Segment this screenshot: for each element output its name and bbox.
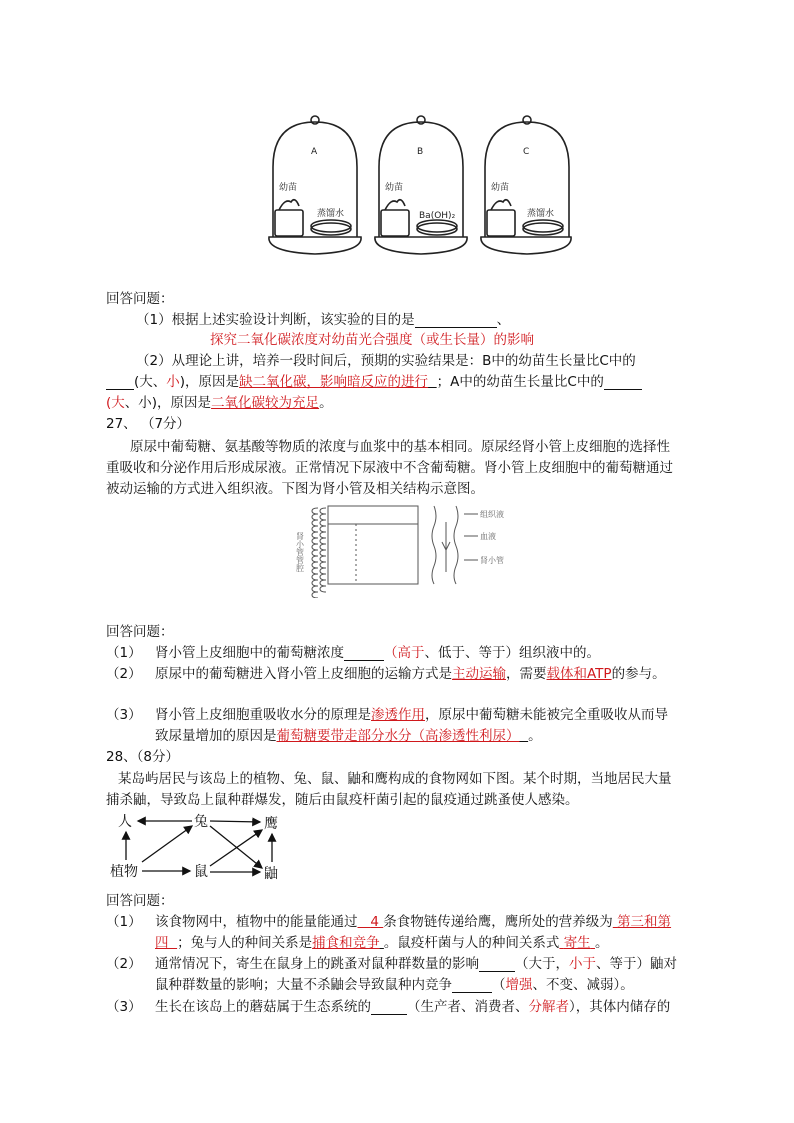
q28-item2-line1 <box>155 952 677 972</box>
jar-c-letter: C <box>523 147 530 157</box>
q27-text: 致尿量增加的原因是 <box>155 728 277 744</box>
q28-num2: （2） <box>106 956 142 972</box>
arrow-plant-rabbit <box>142 826 192 862</box>
node-mouse: 鼠 <box>194 864 208 880</box>
q26-text: (大、 <box>134 374 167 390</box>
jar-a-seedling: 幼苗 <box>279 183 298 193</box>
q28-text: 条食物链传递给鹰，鹰所处的营养级为 <box>383 914 613 930</box>
jar-c-dish: 蒸馏水 <box>527 209 555 219</box>
q28-item1-line2 <box>155 931 608 951</box>
q28-text: 。鼠疫杆菌与人的种间关系式 <box>383 935 560 951</box>
q28-text: 。 <box>594 935 609 951</box>
q28-text: ；兔与人的种间关系是 <box>177 935 313 951</box>
q26-part2-line3 <box>106 391 333 411</box>
q26-text: 。 <box>319 395 333 411</box>
node-human: 人 <box>118 814 132 830</box>
q26-text: )，原因是 <box>179 374 240 390</box>
q28-item3-line1 <box>155 995 670 1015</box>
node-rabbit: 兔 <box>194 814 208 830</box>
q28-para-line2: 捕杀鼬，导致岛上鼠种群爆发，随后由鼠疫杆菌引起的鼠疫通过跳蚤使人感染。 <box>106 792 579 808</box>
q28-answer-relation: 捕食和竞争 <box>312 935 380 951</box>
capillary-wall <box>432 506 436 584</box>
jar-a-dish: 蒸馏水 <box>317 209 345 219</box>
q28-answer-increase: 增强 <box>505 977 533 993</box>
q26-text: 、小)，原因是 <box>124 395 212 411</box>
tissue-fluid-label: 组织液 <box>480 510 504 519</box>
jar-c-seedling: 幼苗 <box>491 183 510 193</box>
jar-b-letter: B <box>417 147 424 157</box>
arrow-rabbit-weasel <box>210 826 262 868</box>
q27-num3: （3） <box>106 707 142 723</box>
q26-text: ；A中的幼苗生长量比C中的 <box>436 374 604 390</box>
q27-answer-reason: 葡萄糖要带走部分水分（高渗透性利尿） <box>276 728 520 744</box>
q27-text: 。 <box>528 728 542 744</box>
food-web-diagram <box>108 810 308 882</box>
q26-answer-reason1: 缺二氧化碳，影响暗反应的进行 <box>239 374 429 390</box>
q27-text: ，原尿中葡萄糖未能被完全重吸收从而导 <box>425 707 668 723</box>
answer-blank <box>106 375 134 390</box>
q28-text: 生长在该岛上的蘑菇属于生态系统的 <box>155 999 371 1015</box>
answer-blank <box>452 978 492 993</box>
tubule-label: 肾小管 <box>480 556 504 565</box>
q27-num1: （1） <box>106 645 142 661</box>
node-plant: 植物 <box>110 864 138 880</box>
answer-blank <box>344 646 384 661</box>
q27-item3-line2 <box>155 724 542 744</box>
answer-blank <box>479 957 515 972</box>
blood-label: 血液 <box>480 532 496 541</box>
q28-text: 该食物网中，植物中的能量能通过 <box>155 914 358 930</box>
q28-text: 鼠种群数量的影响；大量不杀鼬会导致鼠种内竞争 <box>155 977 452 993</box>
q26-answer-prompt: 回答问题： <box>106 291 174 307</box>
q27-text: ，需要 <box>506 666 547 682</box>
bell-jar-figure <box>265 112 575 264</box>
node-eagle: 鹰 <box>264 816 278 832</box>
answer-blank <box>371 1000 407 1015</box>
jar-b-seedling: 幼苗 <box>385 183 404 193</box>
q27-num2: （2） <box>106 666 142 682</box>
q27-para-line1: 原尿中葡萄糖、氨基酸等物质的浓度与血浆中的基本相同。原尿经肾小管上皮细胞的选择性 <box>130 439 670 455</box>
q27-text: 肾小管上皮细胞重吸收水分的原理是 <box>155 707 371 723</box>
q28-text: 、不变、减弱）。 <box>532 977 634 993</box>
q28-answer-prompt: 回答问题： <box>106 893 174 909</box>
answer-blank <box>604 375 642 390</box>
arrow-rabbit-eagle <box>210 821 260 822</box>
q27-heading: 27、 （7分） <box>106 416 191 432</box>
q27-answer-higher: （高于 <box>384 645 425 661</box>
q26-answer-small: 小 <box>166 374 180 390</box>
node-weasel: 鼬 <box>264 866 278 882</box>
microvilli <box>312 508 326 598</box>
q26-part2-line2 <box>106 370 642 390</box>
q28-answer-decomposer: 分解者 <box>528 999 569 1015</box>
q26-part2-line1: （2）从理论上讲，培养一段时间后，预期的实验结果是：B中的幼苗生长量比C中的 <box>136 353 636 369</box>
q27-item3-line1 <box>155 703 668 723</box>
q28-answer-level-a: 第三和第 <box>617 914 672 930</box>
q27-text: 、低于、等于）组织液中的。 <box>424 645 600 661</box>
q28-text: 、等于）鼬对 <box>596 956 677 972</box>
q27-para-line2: 重吸收和分泌作用后形成尿液。正常情况下尿液中不含葡萄糖。肾小管上皮细胞中的葡萄糖通过 <box>106 460 673 476</box>
q28-num3: （3） <box>106 999 142 1015</box>
arrow-mouse-eagle <box>210 830 262 866</box>
q28-num1: （1） <box>106 914 142 930</box>
jar-b-dish: Ba(OH)₂ <box>419 211 456 221</box>
q27-text: 肾小管上皮细胞中的葡萄糖浓度 <box>155 645 344 661</box>
q28-answer-parasitism: 寄生 <box>563 935 591 951</box>
q28-answer-count: 4 <box>370 914 379 930</box>
q27-answer-prompt: 回答问题： <box>106 624 174 640</box>
q27-text: 的参与。 <box>611 666 666 682</box>
q28-para-line1: 某岛屿居民与该岛上的植物、兔、鼠、鼬和鹰构成的食物网如下图。某个时期，当地居民大量 <box>118 771 672 787</box>
q26-part1-answer: 探究二氧化碳浓度对幼苗光合强度（或生长量）的影响 <box>210 332 534 348</box>
q26-answer-big: (大 <box>106 395 125 411</box>
q28-answer-less: 小于 <box>569 956 596 972</box>
q27-answer-osmosis: 渗透作用 <box>371 707 425 723</box>
q27-text: 原尿中的葡萄糖进入肾小管上皮细胞的运输方式是 <box>155 666 452 682</box>
q28-item2-line2 <box>155 973 634 993</box>
q27-item1 <box>155 641 600 661</box>
q28-answer-level-b: 四 <box>155 935 169 951</box>
q28-text: 通常情况下，寄生在鼠身上的跳蚤对鼠种群数量的影响 <box>155 956 479 972</box>
q26-part1-end: 、 <box>496 312 511 328</box>
q28-text: （大于， <box>515 956 569 972</box>
q28-item1-line1 <box>155 910 671 930</box>
q26-part1 <box>136 308 510 328</box>
q28-text: （生产者、消费者、 <box>407 999 529 1015</box>
epithelial-cell <box>328 506 418 584</box>
q28-heading: 28、（8分） <box>106 749 180 765</box>
answer-blank <box>415 313 497 328</box>
q27-answer-active-transport: 主动运输 <box>452 666 506 682</box>
q27-answer-carrier-atp: 载体和ATP <box>546 666 612 682</box>
kidney-tubule-figure <box>296 502 536 598</box>
q26-answer-reason2: 二氧化碳较为充足 <box>211 395 320 411</box>
jar-a-letter: A <box>311 147 318 157</box>
q26-part1-text: （1）根据上述实验设计判断，该实验的目的是 <box>136 312 415 328</box>
q27-para-line3: 被动运输的方式进入组织液。下图为肾小管及相关结构示意图。 <box>106 481 484 497</box>
q27-item2 <box>155 662 666 682</box>
kidney-lumen-label: 肾小管管腔 <box>296 532 305 572</box>
q28-text: ），其体内储存的 <box>569 999 671 1015</box>
q28-text: （ <box>492 977 506 993</box>
